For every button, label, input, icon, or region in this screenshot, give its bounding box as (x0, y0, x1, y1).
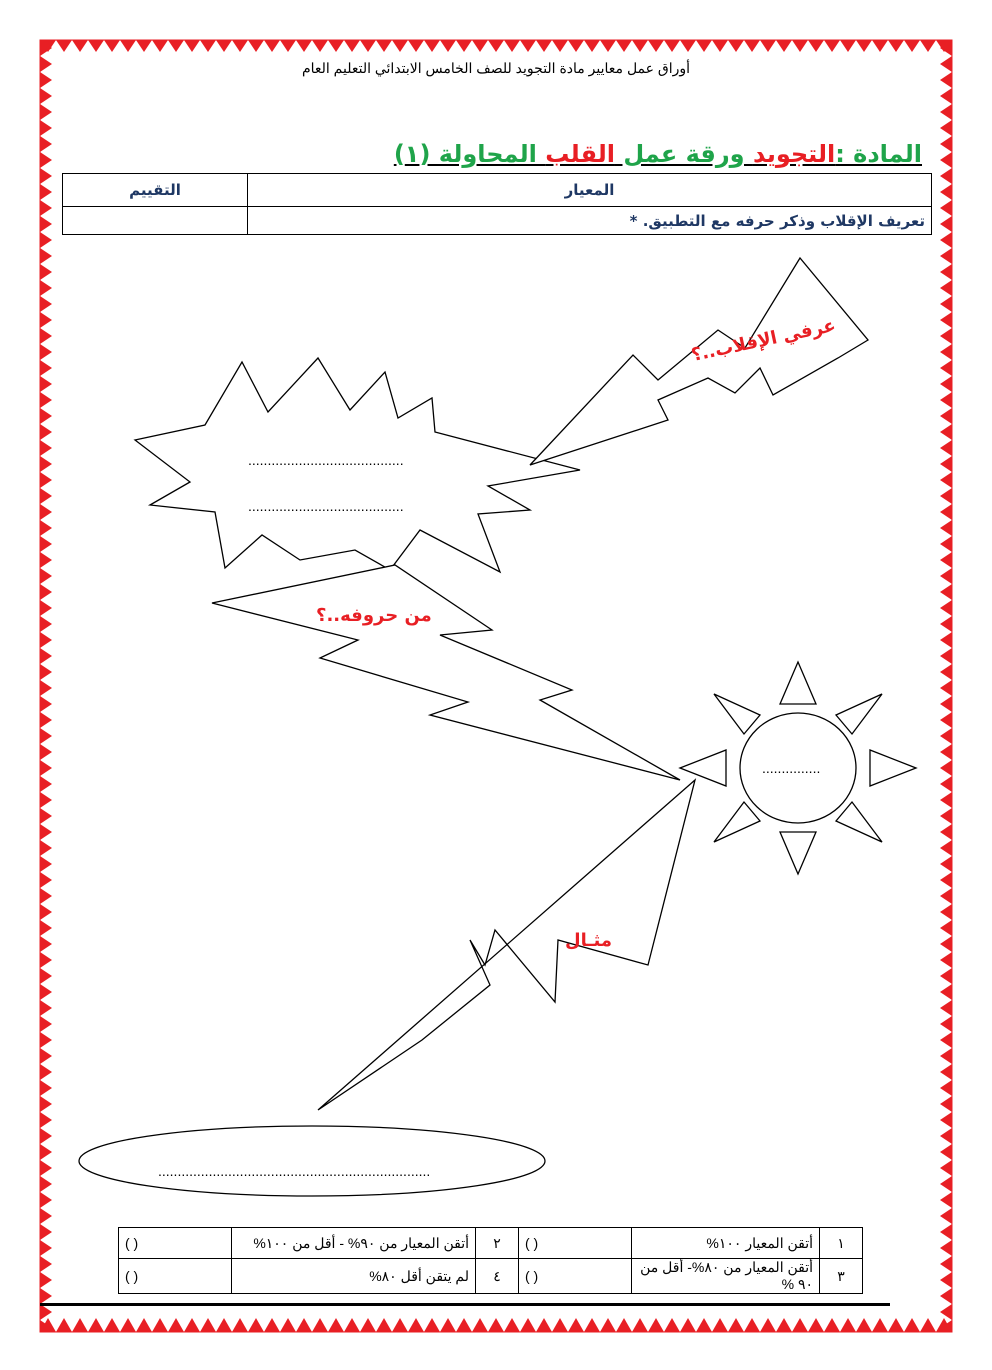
title-attempt: المحاولة (١) (393, 140, 546, 168)
lightning-bolt-middle (212, 565, 680, 780)
sun-ray (714, 694, 760, 734)
scale-label: أتقن المعيار من ٩٠% - أقل من ١٠٠% (232, 1228, 476, 1259)
question-definition: عرفي الإقلاب..؟ (689, 314, 838, 367)
sun-ray (870, 750, 916, 786)
bottom-rule (40, 1303, 890, 1306)
answer-ellipse (79, 1126, 545, 1196)
example-answer-line[interactable]: ...................................................................... (158, 1163, 431, 1179)
scale-number: ٣ (820, 1259, 863, 1294)
sun-ray (780, 662, 816, 704)
criterion-text: تعريف الإقلاب وذكر حرفه مع التطبيق. * (248, 207, 932, 235)
sun-ray (836, 802, 882, 842)
lightning-bolt-bottom (318, 780, 695, 1110)
scale-checkbox[interactable]: ( ) (119, 1228, 232, 1259)
title-topic: القلب (545, 140, 615, 168)
scale-checkbox[interactable]: ( ) (519, 1228, 632, 1259)
title-worksheet: ورقة عمل (614, 140, 753, 168)
header-note: أوراق عمل معايير مادة التجويد للصف الخامس الابتدائي التعليم العام (301, 60, 691, 76)
sun-ray (836, 694, 882, 734)
question-example: مثـال (565, 930, 613, 951)
scale-number: ٢ (476, 1228, 519, 1259)
letter-answer-line[interactable]: ............... (762, 760, 821, 776)
scale-label: لم يتقن أقل ٨٠% (232, 1259, 476, 1294)
scale-number: ١ (820, 1228, 863, 1259)
evaluation-header: التقييم (63, 174, 248, 207)
scale-checkbox[interactable]: ( ) (519, 1259, 632, 1294)
question-letters: من حروفه..؟ (316, 605, 432, 626)
scale-label: أتقن المعيار ١٠٠% (632, 1228, 820, 1259)
title-subject: التجويد (752, 140, 836, 168)
criterion-header: المعيار (248, 174, 932, 207)
scale-label: أتقن المعيار من ٨٠%- أقل من ٩٠ % (632, 1259, 820, 1294)
title-subject-label: المادة : (835, 140, 922, 168)
definition-line-2[interactable]: ........................................ (248, 498, 404, 514)
mastery-scale-table (118, 1227, 863, 1294)
scale-checkbox[interactable]: ( ) (119, 1259, 232, 1294)
sun-ray (714, 802, 760, 842)
table-row (119, 1259, 863, 1294)
table-row (119, 1228, 863, 1259)
sun-ray (680, 750, 726, 786)
scale-number: ٤ (476, 1259, 519, 1294)
sun-ray (780, 832, 816, 874)
definition-line-1[interactable]: ........................................ (248, 452, 404, 468)
